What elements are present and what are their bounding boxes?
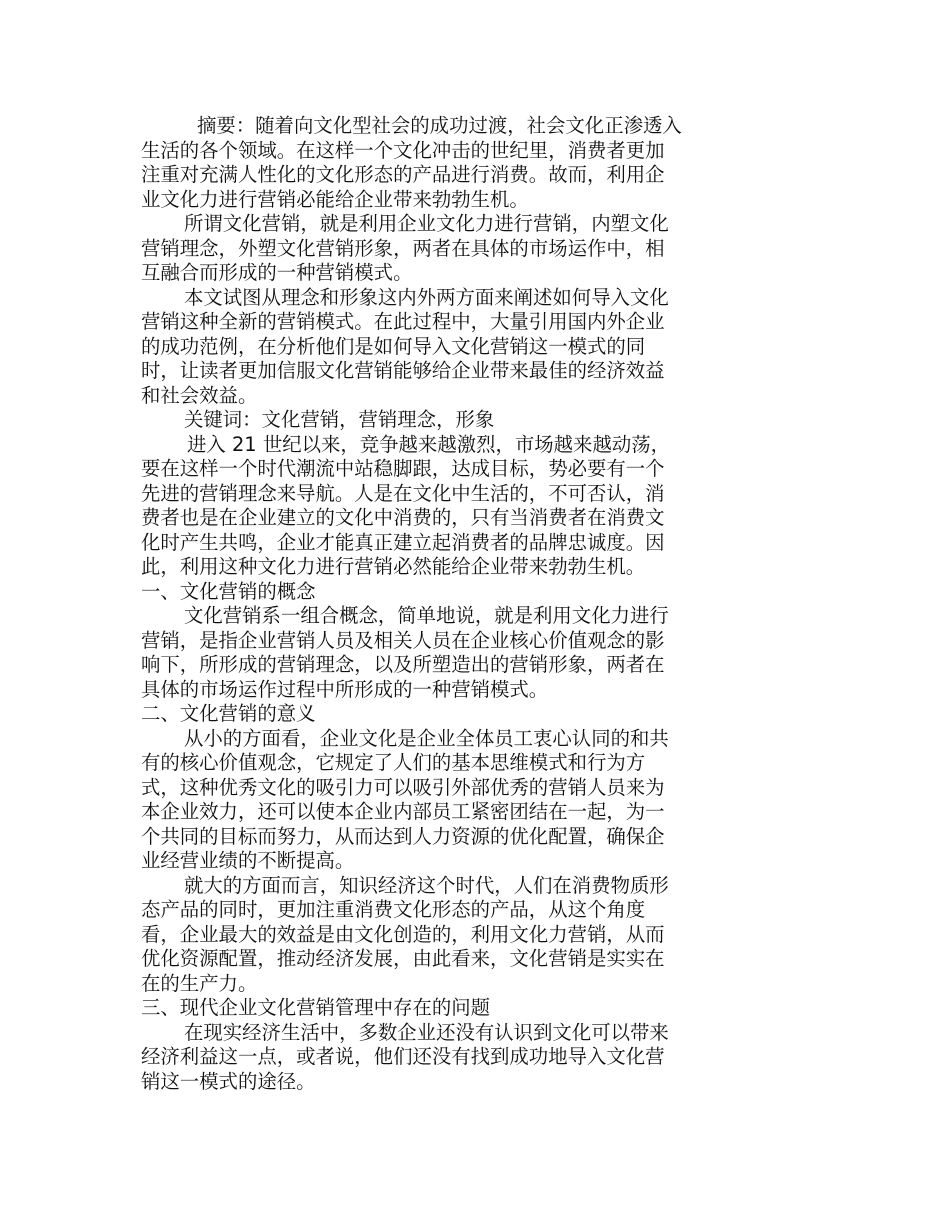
text-line: 个共同的目标而努力，从而达到人力资源的优化配置，确保企	[141, 824, 665, 848]
purpose-paragraph	[141, 286, 741, 409]
text-line: 所谓文化营销，就是利用企业文化力进行营销，内塑文化	[184, 212, 669, 235]
text-line: 响下，所形成的营销理念，以及所塑造出的营销形象，两者在	[141, 653, 665, 676]
text-line: 销这一模式的途径。	[141, 1069, 316, 1093]
text-line: 就大的方面而言，知识经济这个时代，人们在消费物质形	[184, 873, 669, 897]
section-1-paragraph	[141, 604, 741, 702]
text-line: 在的生产力。	[141, 971, 258, 995]
abstract-paragraph	[141, 114, 741, 212]
text-line: 摘要：随着向文化型社会的成功过渡，社会文化正渗透入	[197, 114, 682, 137]
text-line: 业经营业绩的不断提高。	[141, 849, 355, 872]
text-line: 要在这样一个时代潮流中站稳脚跟，达成目标，势必要有一个	[141, 457, 665, 480]
text-line: 业文化力进行营销必能给企业带来勃勃生机。	[141, 187, 529, 211]
document-body	[141, 114, 741, 1094]
text-line: 看，企业最大的效益是由文化创造的，利用文化力营销，从而	[141, 922, 665, 946]
text-line: 化时产生共鸣，企业才能真正建立起消费者的品牌忠诚度。因	[141, 530, 665, 554]
text-line	[141, 433, 741, 458]
definition-paragraph	[141, 212, 741, 286]
intro-text-end: 世纪以来，竞争越来越激烈，市场越来越动荡，	[262, 432, 671, 456]
section-heading-2: 二、文化营销的意义	[141, 702, 316, 725]
text-line: 式，这种优秀文化的吸引力可以吸引外部优秀的营销人员来为	[141, 775, 665, 799]
section-2-paragraph-b	[141, 874, 741, 997]
text-line: 互融合而形成的一种营销模式。	[141, 261, 413, 284]
text-line: 具体的市场运作过程中所形成的一种营销模式。	[141, 677, 549, 701]
text-line: 注重对充满人性化的文化形态的产品进行消费。故而，利用企	[141, 163, 665, 186]
text-line: 此，利用这种文化力进行营销必然能给企业带来勃勃生机。	[141, 555, 646, 578]
text-line: 文化营销系一组合概念，简单地说，就是利用文化力进行	[184, 604, 669, 627]
text-line: 营销理念，外塑文化营销形象，两者在具体的市场运作中，相	[141, 236, 665, 260]
text-line: 先进的营销理念来导航。人是在文化中生活的，不可否认，消	[141, 481, 665, 505]
text-line: 有的核心价值观念，它规定了人们的基本思维模式和行为方	[141, 751, 646, 774]
section-2-paragraph-a	[141, 727, 741, 874]
text-line: 营销，是指企业营销人员及相关人员在企业核心价值观念的影	[141, 628, 665, 652]
section-heading-1: 一、文化营销的概念	[141, 579, 316, 603]
text-line: 本文试图从理念和形象这内外两方面来阐述如何导入文化	[184, 285, 669, 309]
section-3-paragraph	[141, 1021, 741, 1095]
keywords-line: 关键词：文化营销，营销理念，形象	[184, 408, 495, 431]
intro-text-start: 进入	[187, 432, 226, 456]
text-line: 生活的各个领域。在这样一个文化冲击的世纪里，消费者更加	[141, 138, 665, 162]
text-line: 从小的方面看，企业文化是企业全体员工衷心认同的和共	[184, 726, 669, 750]
text-line: 在现实经济生活中，多数企业还没有认识到文化可以带来	[184, 1020, 669, 1044]
text-line: 的成功范例，在分析他们是如何导入文化营销这一模式的同	[141, 334, 646, 358]
text-line: 费者也是在企业建立的文化中消费的，只有当消费者在消费文	[141, 506, 665, 529]
text-line: 营销这种全新的营销模式。在此过程中，大量引用国内外企业	[141, 310, 665, 333]
section-heading-3: 三、现代企业文化营销管理中存在的问题	[141, 996, 491, 1019]
text-line: 和社会效益。	[141, 383, 258, 407]
century-number: 21	[231, 432, 257, 456]
text-line: 时，让读者更加信服文化营销能够给企业带来最佳的经济效益	[141, 359, 665, 382]
text-line: 优化资源配置，推动经济发展，由此看来，文化营销是实实在	[141, 947, 665, 970]
intro-paragraph	[141, 433, 741, 580]
text-line: 本企业效力，还可以使本企业内部员工紧密团结在一起，为一	[141, 800, 665, 823]
text-line: 经济利益这一点，或者说，他们还没有找到成功地导入文化营	[141, 1045, 665, 1068]
text-line: 态产品的同时，更加注重消费文化形态的产品，从这个角度	[141, 898, 646, 921]
